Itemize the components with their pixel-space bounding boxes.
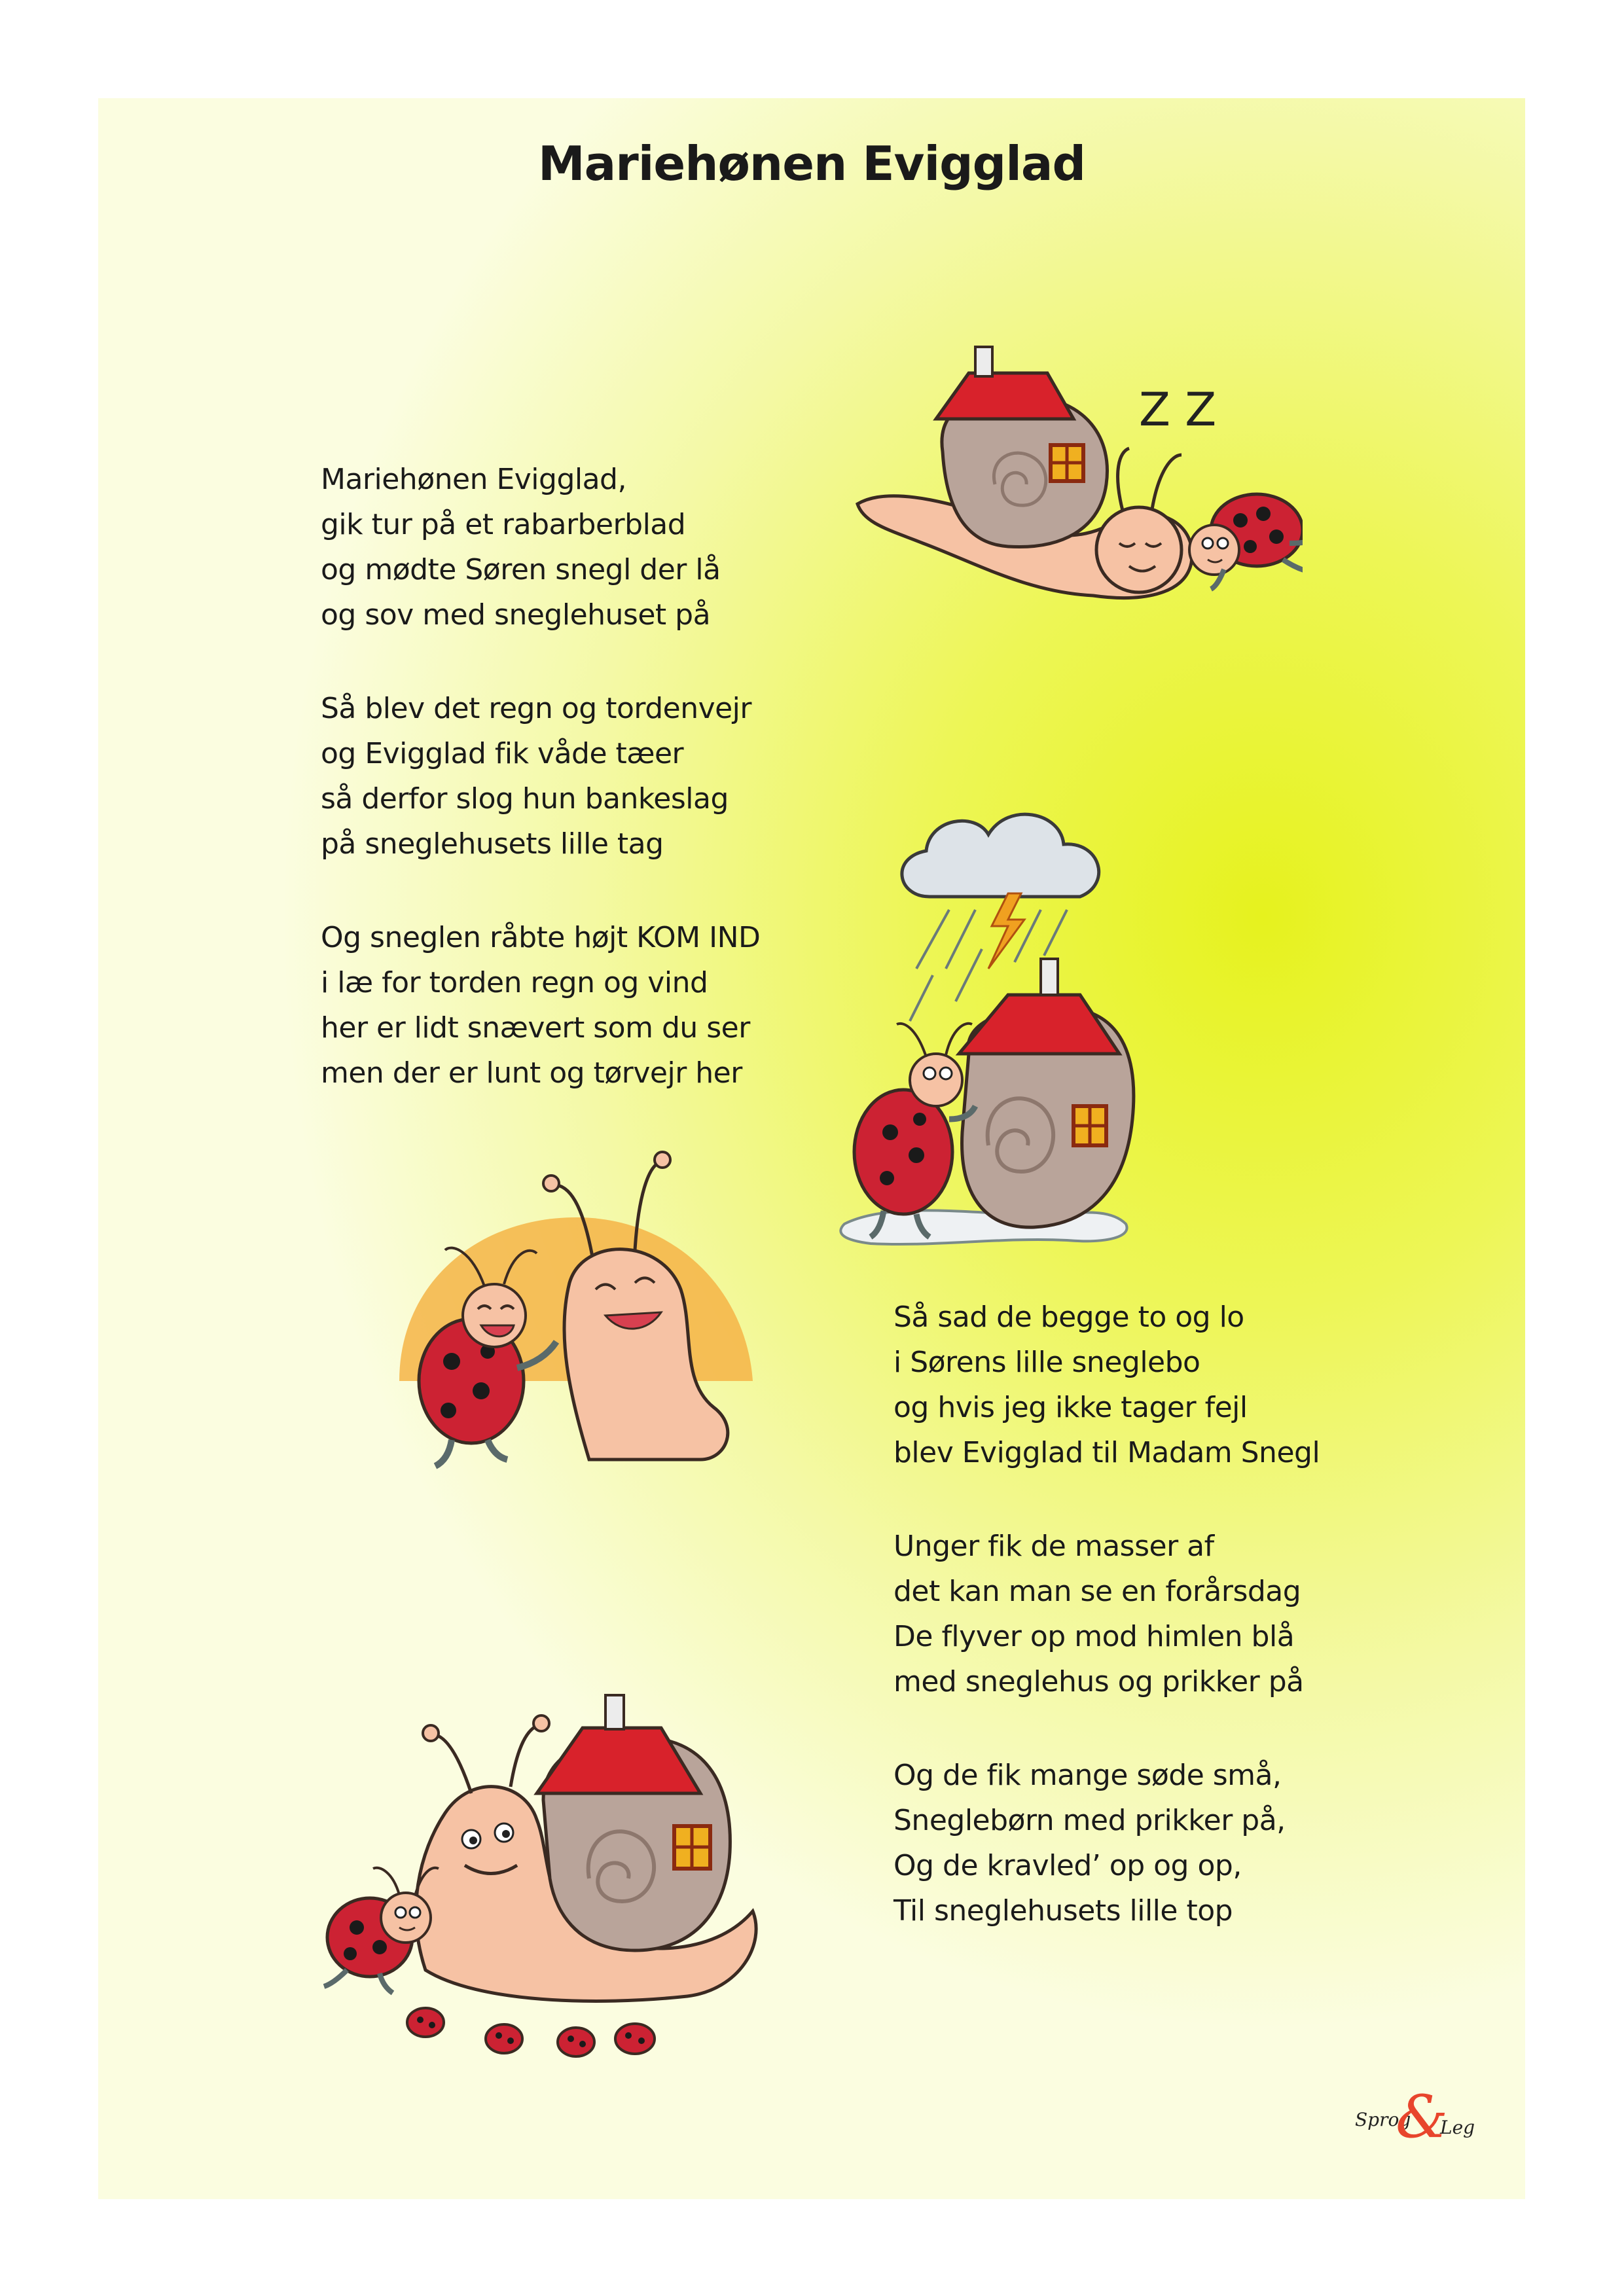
poem-line: Så sad de begge to og lo (893, 1300, 1244, 1334)
poem-line: så derfor slog hun bankeslag (321, 782, 729, 816)
poem-line: her er lidt snævert som du ser (321, 1011, 750, 1045)
window (1051, 445, 1083, 481)
poem-line: Mariehønen Evigglad, (321, 463, 626, 496)
poem-line: på sneglehusets lille tag (321, 827, 664, 861)
window (674, 1826, 710, 1869)
poem-line: i Sørens lille sneglebo (893, 1346, 1200, 1379)
stanza-2 (321, 686, 751, 867)
rain-knocking-illustration (818, 779, 1290, 1316)
page-title: Mariehønen Evigglad (537, 136, 1086, 191)
poem-line: og mødte Søren snegl der lå (321, 553, 721, 586)
sleeping-snail-illustration (831, 334, 1303, 635)
poem-line: blev Evigglad til Madam Snegl (893, 1436, 1320, 1469)
stanza-4 (893, 1295, 1320, 1475)
cloud-icon (902, 814, 1099, 897)
poem-line: men der er lunt og tørvejr her (321, 1056, 742, 1090)
poem-line: gik tur på et rabarberblad (321, 508, 686, 541)
stanza-3 (321, 915, 760, 1096)
stanza-5 (893, 1524, 1304, 1704)
poem-line: Og de fik mange søde små, (893, 1759, 1282, 1792)
poem-line: Så blev det regn og tordenvejr (321, 692, 751, 725)
poem-line: Til sneglehusets lille top (893, 1894, 1233, 1928)
poem-line: i læ for torden regn og vind (321, 966, 708, 999)
poem-line: Sneglebørn med prikker på, (893, 1804, 1286, 1837)
stanza-6 (893, 1753, 1286, 1933)
lightning-icon (988, 893, 1024, 969)
snail-head (1096, 448, 1182, 592)
poem-line: De flyver op mod himlen blå (893, 1620, 1295, 1653)
poem-line: og hvis jeg ikke tager fejl (893, 1391, 1248, 1424)
ladybug (1189, 494, 1303, 589)
ladybug (854, 1024, 975, 1237)
poem-line: og Evigglad fik våde tæer (321, 737, 684, 770)
baby-ladybugs (407, 2008, 655, 2056)
logo-word-leg: Leg (1440, 2117, 1475, 2138)
poem-line: Og de kravled’ op og op, (893, 1849, 1242, 1882)
poem-line: det kan man se en forårsdag (893, 1575, 1301, 1608)
poem-line: Unger fik de masser af (893, 1530, 1214, 1563)
roof (936, 347, 1074, 419)
zzz-label: Z Z (1139, 383, 1217, 437)
logo-word-sprog: Sprog (1355, 2109, 1411, 2130)
sprog-og-leg-logo (1355, 2081, 1486, 2153)
logo-ampersand: & (1396, 2083, 1449, 2151)
poem-line: med sneglehus og prikker på (893, 1665, 1304, 1698)
roof (959, 959, 1119, 1054)
stanza-1 (321, 457, 721, 637)
laughing-friends-illustration (373, 1119, 779, 1486)
window (1074, 1106, 1106, 1145)
poster (98, 98, 1525, 2199)
poem-line: og sov med sneglehuset på (321, 598, 711, 632)
poem-line: Og sneglen råbte højt KOM IND (321, 921, 761, 954)
snail-family-illustration (308, 1604, 818, 2075)
